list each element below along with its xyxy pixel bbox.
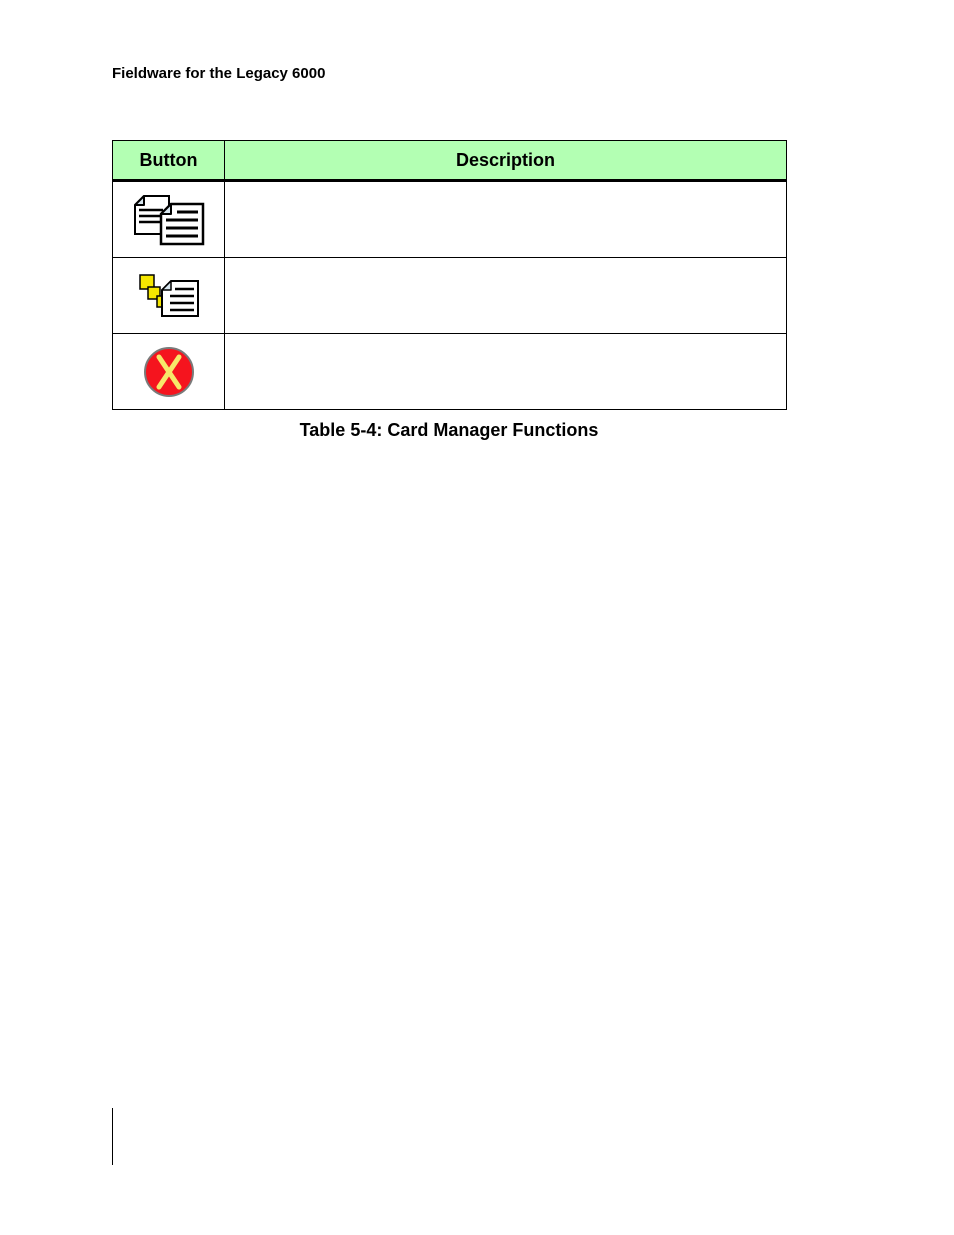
running-header: Fieldware for the Legacy 6000 (112, 65, 326, 82)
table-row (113, 258, 787, 334)
description-cell (225, 334, 787, 410)
button-cell (113, 258, 225, 334)
transfer-to-document-icon (138, 273, 200, 319)
table-row (113, 181, 787, 258)
button-cell (113, 181, 225, 258)
description-cell (225, 258, 787, 334)
table-caption: Table 5-4: Card Manager Functions (299, 420, 599, 440)
card-manager-functions-table (112, 140, 787, 410)
table-row (113, 334, 787, 410)
delete-x-icon (143, 346, 195, 398)
table-header-row (113, 141, 787, 181)
button-cell (113, 334, 225, 410)
description-cell (225, 181, 787, 258)
copy-documents-icon (133, 194, 205, 246)
margin-rule (112, 1108, 113, 1165)
column-header-button: Button (113, 141, 225, 181)
column-header-description: Description (225, 141, 787, 181)
